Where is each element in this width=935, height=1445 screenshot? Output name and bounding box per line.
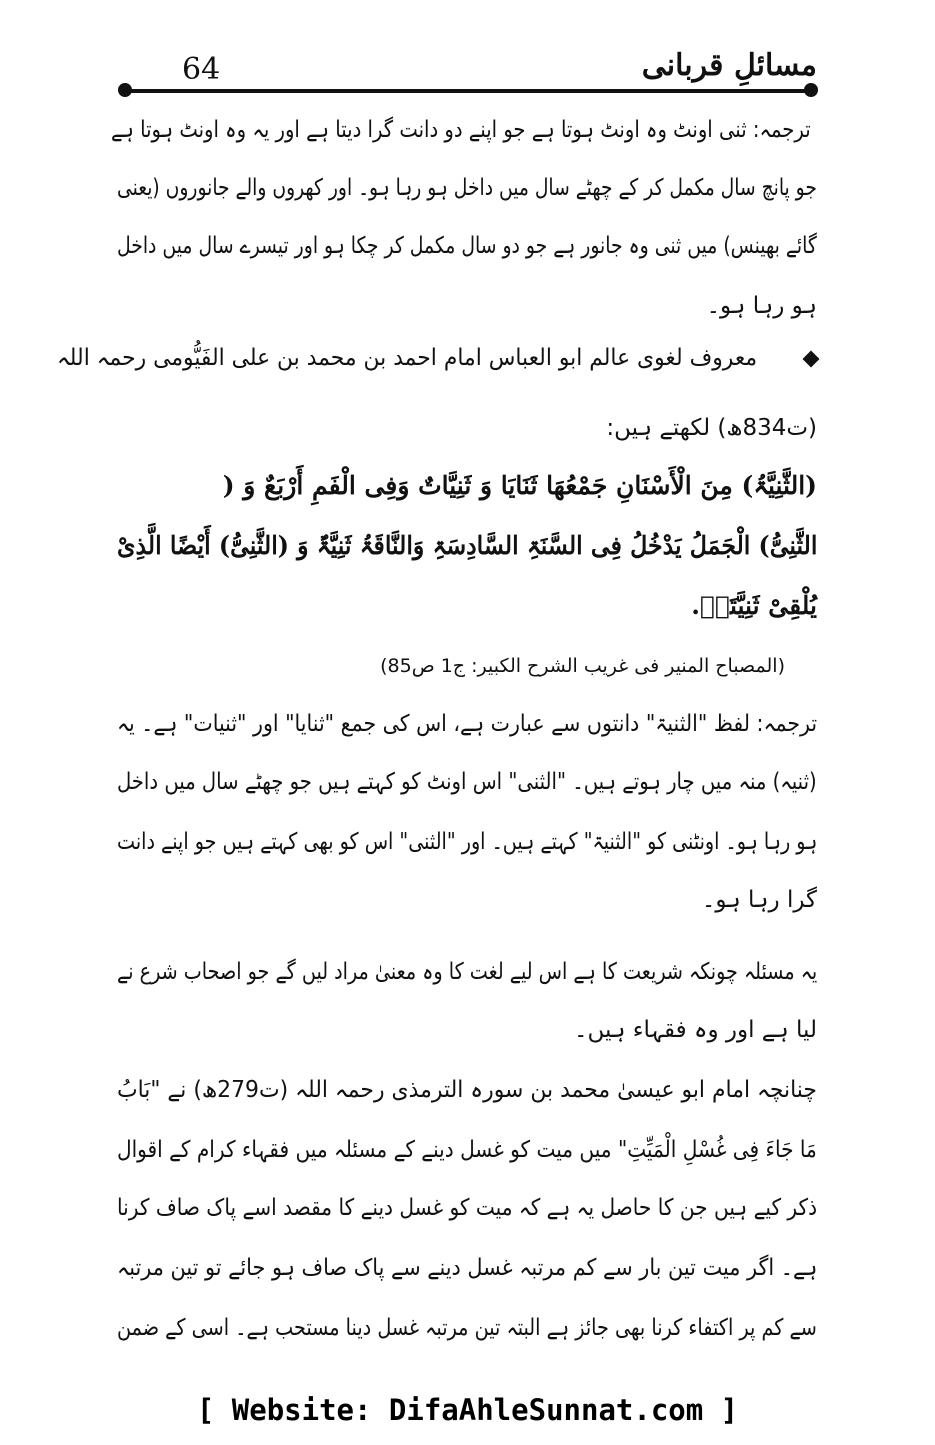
header-rule	[124, 89, 812, 93]
arabic-quote-line: (الثَّنِیَّۃُ) مِنَ الْأَسْنَانِ جَمْعُھَا ثَنَایَا وَ ثَنِیَّاتٌ وَفِی الْفَمِ أَرْبَعٌ وَ (	[222, 471, 817, 500]
text-line: جو پانچ سال مکمل کر کے چھٹے سال میں داخل ہو رہا ہو۔ اور کھروں والے جانوروں (یعنی	[117, 175, 817, 201]
page-number: 64	[182, 52, 221, 87]
text-line: معروف لغوی عالم ابو العباس امام احمد بن محمد بن علی الفَیُّومی رحمہ اللہ	[56, 345, 757, 371]
text-line: ہو رہا ہو۔ اونٹنی کو "الثنیۃ" کہتے ہیں۔ اور "الثنی" اس کو بھی کہتے ہیں جو اپنے دانت	[116, 829, 817, 855]
text-line: ہے۔ اگر میت تین بار سے کم مرتبہ غسل دینے سے پاک صاف ہو جائے تو تین مرتبہ	[116, 1255, 817, 1281]
arabic-quote-line: الثَّنِیُّ) الْجَمَلُ یَدْخُلُ فِی السَّنَۃِ السَّادِسَۃِ وَالنَّاقَۃُ ثَنِیَّۃٌ وَ (الثَّنِیُّ) أَیْضًا الَّذِیْ	[116, 531, 817, 560]
text-line: یہ مسئلہ چونکہ شریعت کا ہے اس لیے لغت کا وہ معنیٰ مراد لیں گے جو اصحاب شرع نے	[116, 959, 817, 985]
text-line: گرا رہا ہو۔	[701, 887, 817, 913]
website-banner: [ Website: DifaAhleSunnat.com ]	[196, 1393, 739, 1427]
text-line: چنانچہ امام ابو عیسیٰ محمد بن سورہ الترمذی رحمہ اللہ (ت279ھ) نے "بَابُ	[117, 1077, 817, 1103]
text-line: (ثنیہ) منہ میں چار ہوتے ہیں۔ "الثنی" اس اونٹ کو کہتے ہیں جو چھٹے سال میں داخل	[117, 769, 817, 795]
text-line: سے کم پر اکتفاء کرنا بھی جائز ہے البتہ تین مرتبہ غسل دینا مستحب ہے۔ اسی کے ضمن	[117, 1315, 817, 1341]
citation: (المصباح المنیر فی غریب الشرح الکبیر: ج1 ص85)	[380, 655, 785, 677]
text-line: ہو رہا ہو۔	[706, 293, 817, 319]
text-line: (ت834ھ) لکھتے ہیں:	[606, 415, 817, 441]
arabic-quote-line: یُلْقِیْ ثَنِیَّتَہٗ.	[691, 591, 817, 620]
text-line: ذکر کیے ہیں جن کا حاصل یہ ہے کہ میت کو غسل دینے کا مقصد اسے پاک صاف کرنا	[116, 1195, 817, 1221]
text-line: ترجمہ: ثنی اونٹ وہ اونٹ ہوتا ہے جو اپنے دو دانت گرا دیتا ہے اور یہ وہ اونٹ ہوتا ہے	[111, 117, 811, 143]
text-line: گائے بھینس) میں ثنی وہ جانور ہے جو دو سال مکمل کر چکا ہو اور تیسرے سال میں داخل	[117, 233, 817, 259]
rule-end-dot-right	[804, 83, 818, 97]
text-line: لیا ہے اور وہ فقہاء ہیں۔	[574, 1017, 817, 1043]
running-title: مسائلِ قربانی	[641, 48, 817, 83]
text-line: ترجمہ: لفظ "الثنیۃ" دانتوں سے عبارت ہے، اس کی جمع "ثنایا" اور "ثنیات" ہے۔ یہ	[116, 711, 817, 737]
text-line: مَا جَاءَ فِی غُسْلِ الْمَیِّتِ" میں میت کو غسل دینے کے مسئلہ میں فقہاء کرام کے اقوال	[117, 1137, 817, 1163]
rule-end-dot-left	[118, 83, 132, 97]
diamond-bullet-icon	[803, 351, 820, 368]
